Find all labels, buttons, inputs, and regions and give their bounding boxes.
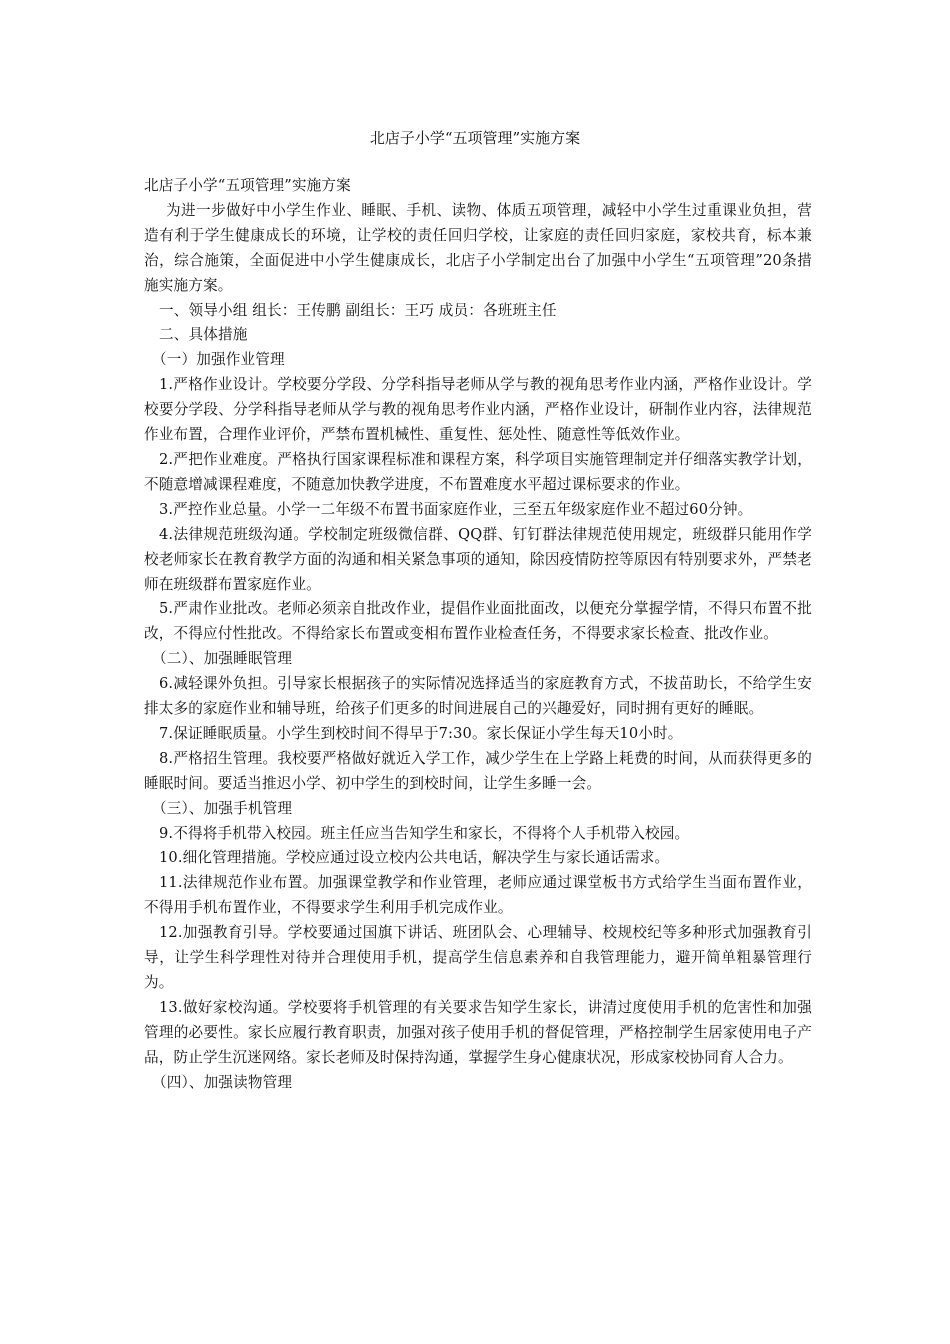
measure-item: 1.严格作业设计。学校要分学段、分学科指导老师从学与教的视角思考作业内涵，严格作业设计。学校要分学段、分学科指导老师从学与教的视角思考作业内涵，严格作业设计，研制作业内容，法律规范作业布置，合理作业评价，严禁布置机械性、重复性、惩处性、随意性等低效作业。 <box>144 376 812 444</box>
measure-item: 11.法律规范作业布置。加强课堂教学和作业管理，老师应通过课堂板书方式给学生当面布置作业，不得用手机布置作业，不得要求学生利用手机完成作业。 <box>144 874 812 917</box>
section-leadership: 一、领导小组 组长：王传鹏 副组长：王巧 成员：各班班主任 <box>159 301 557 319</box>
measure-item: 4.法律规范班级沟通。学校制定班级微信群、QQ群、钉钉群法律规范使用规定，班级群只能用作学校老师家长在教育教学方面的沟通和相关紧急事项的通知，除因疫情防控等原因有特别要求外，严禁老师在班级群布置家庭作业。 <box>144 525 812 593</box>
measure-item: 3.严控作业总量。小学一二年级不布置书面家庭作业，三至五年级家庭作业不超过60分钟。 <box>159 500 753 518</box>
intro-paragraph: 为进一步做好中小学生作业、睡眠、手机、读物、体质五项管理，减轻中小学生过重课业负担，营造有利于学生健康成长的环境，让学校的责任回归学校，让家庭的责任回归家庭，家校共育，标本兼治，综合施策，全面促进中小学生健康成长，北店子小学制定出台了加强中小学生“五项管理”20条措施实施方案。 <box>144 201 812 294</box>
section-measures-heading: 二、具体措施 <box>159 326 248 344</box>
measure-item: 6.减轻课外负担。引导家长根据孩子的实际情况选择适当的家庭教育方式，不拔苗助长，不给学生安排太多的家庭作业和辅导班，给孩子们更多的时间进展自己的兴趣爱好，同时拥有更好的睡眠。 <box>144 675 812 718</box>
subsection-homework: （一）加强作业管理 <box>152 351 285 369</box>
measure-item: 2.严把作业难度。严格执行国家课程标准和课程方案，科学项目实施管理制定并仔细落实教学计划，不随意增减课程难度，不随意加快教学进度，不布置难度水平超过课标要求的作业。 <box>144 450 812 493</box>
subsection-sleep: （二）、加强睡眠管理 <box>152 650 293 668</box>
body-heading: 北店子小学“五项管理”实施方案 <box>144 177 351 194</box>
measure-item: 8.严格招生管理。我校要严格做好就近入学工作，减少学生在上学路上耗费的时间，从而获得更多的睡眠时间。要适当推迟小学、初中学生的到校时间，让学生多睡一会。 <box>144 749 812 792</box>
measure-item: 10.细化管理措施。学校应通过设立校内公共电话，解决学生与家长通话需求。 <box>159 849 670 867</box>
subsection-reading: （四）、加强读物管理 <box>152 1073 293 1091</box>
measure-item: 9.不得将手机带入校园。班主任应当告知学生和家长，不得将个人手机带入校园。 <box>159 824 690 842</box>
measure-item: 5.严肃作业批改。老师必须亲自批改作业，提倡作业面批面改，以便充分掌握学情，不得只布置不批改，不得应付性批改。不得给家长布置或变相布置作业检查任务，不得要求家长检查、批改作业。 <box>144 600 812 643</box>
measure-item: 12.加强教育引导。学校要通过国旗下讲话、班团队会、心理辅导、校规校纪等多种形式加强教育引导，让学生科学理性对待并合理使用手机，提高学生信息素养和自我管理能力，避开简单粗暴管理行为。 <box>144 924 812 991</box>
measure-item: 7.保证睡眠质量。小学生到校时间不得早于7:30。家长保证小学生每天10小时。 <box>159 724 683 742</box>
subsection-phone: （三）、加强手机管理 <box>152 799 293 817</box>
document-title: 北店子小学“五项管理”实施方案 <box>369 129 581 147</box>
measure-item: 13.做好家校沟通。学校要将手机管理的有关要求告知学生家长，讲清过度使用手机的危害性和加强管理的必要性。家长应履行教育职责，加强对孩子使用手机的督促管理，严格控制学生居家使用电子产品，防止学生沉迷网络。家长老师及时保持沟通，掌握学生身心健康状况，形成家校协同育人合力。 <box>144 998 812 1066</box>
document-body <box>144 174 812 1096</box>
